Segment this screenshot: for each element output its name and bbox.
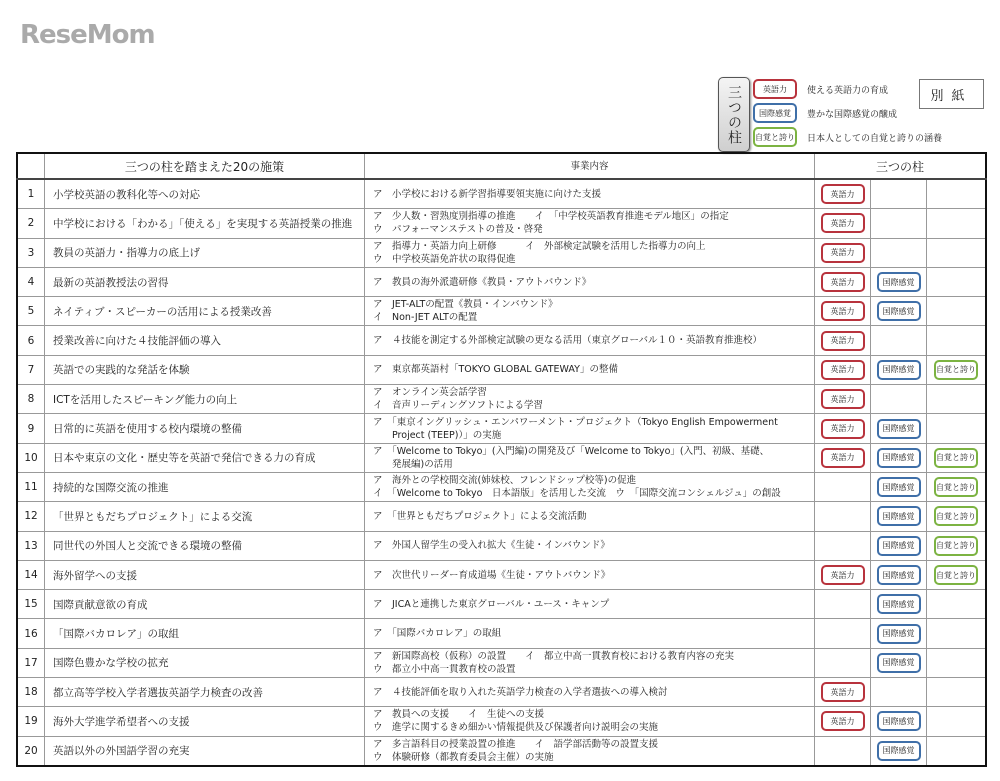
measure-content <box>365 414 815 443</box>
pillar-cell-pride <box>927 678 987 707</box>
pride-badge: 自覚と誇り <box>934 506 978 526</box>
measure-title: ICTを活用したスピーキング能力の向上 <box>45 385 365 414</box>
table-row <box>17 385 986 414</box>
international-badge: 国際感覚 <box>877 360 921 380</box>
pillar-cell-pride <box>927 648 987 677</box>
measure-title: 最新の英語教授法の習得 <box>45 267 365 296</box>
pillar-cell-pride <box>927 179 987 209</box>
pillar-cell-pride <box>927 560 987 589</box>
pillar-cell-pride <box>927 209 987 238</box>
international-badge: 国際感覚 <box>877 536 921 556</box>
content-line: ア 教員への支援 イ 生徒への支援 <box>373 709 545 721</box>
pride-badge: 自覚と誇り <box>934 477 978 497</box>
measure-title: 海外留学への支援 <box>45 560 365 589</box>
measure-title: 小学校英語の教科化等への対応 <box>45 179 365 209</box>
pride-badge: 自覚と誇り <box>934 360 978 380</box>
content-line: ア 新国際高校（仮称）の設置 イ 都立中高一貫教育校における教育内容の充実 <box>373 650 735 662</box>
measure-title: 持続的な国際交流の推進 <box>45 472 365 501</box>
english-badge: 英語力 <box>821 419 865 439</box>
content-line: ア 「東京イングリッシュ・エンパワーメント・プロジェクト（Tokyo English Empowerment <box>373 416 778 428</box>
measure-content <box>365 531 815 560</box>
legend-item-international <box>753 103 897 123</box>
international-badge: 国際感覚 <box>877 653 921 673</box>
pillar-cell-english <box>815 560 871 589</box>
pillar-cell-english <box>815 238 871 267</box>
pillar-cell-international <box>871 385 927 414</box>
header-pillars: 三つの柱 <box>815 153 987 179</box>
measure-title: 都立高等学校入学者選抜英語学力検査の改善 <box>45 678 365 707</box>
row-number: 11 <box>17 472 45 501</box>
pillar-cell-international <box>871 736 927 766</box>
row-number: 3 <box>17 238 45 267</box>
content-line: ア 「Welcome to Tokyo」(入門編)の開発及び「Welcome to Tokyo」(入門、初級、基礎、 <box>373 445 770 457</box>
row-number: 12 <box>17 502 45 531</box>
pillar-cell-english <box>815 267 871 296</box>
measure-content <box>365 472 815 501</box>
measure-title: 英語での実践的な発話を体験 <box>45 355 365 384</box>
content-line: ウ パフォーマンステストの普及・啓発 <box>373 224 543 236</box>
measure-title: 中学校における「わかる」「使える」を実現する英語授業の推進 <box>45 209 365 238</box>
row-number: 18 <box>17 678 45 707</box>
measure-title: 海外大学進学希望者への支援 <box>45 707 365 736</box>
measure-content <box>365 209 815 238</box>
measure-content <box>365 355 815 384</box>
measure-title: 日常的に英語を使用する校内環境の整備 <box>45 414 365 443</box>
content-line: ア 「世界ともだちプロジェクト」による交流活動 <box>373 510 587 522</box>
pillar-cell-pride <box>927 238 987 267</box>
pillar-cell-english <box>815 355 871 384</box>
pillar-cell-international <box>871 326 927 355</box>
measure-title: 国際貢献意欲の育成 <box>45 590 365 619</box>
measure-content <box>365 619 815 648</box>
content-line: ア オンライン英会話学習 <box>373 387 487 399</box>
international-badge: 国際感覚 <box>877 624 921 644</box>
table-row <box>17 531 986 560</box>
english-badge: 英語力 <box>821 711 865 731</box>
english-badge: 英語力 <box>821 331 865 351</box>
pride-badge: 自覚と誇り <box>934 448 978 468</box>
pillar-cell-international <box>871 560 927 589</box>
row-number: 19 <box>17 707 45 736</box>
header-measures: 三つの柱を踏まえた20の施策 <box>45 153 365 179</box>
pillar-cell-pride <box>927 707 987 736</box>
row-number: 2 <box>17 209 45 238</box>
pillar-cell-pride <box>927 385 987 414</box>
table-body <box>17 179 986 766</box>
content-line: ア 多言語科目の授業設置の推進 イ 語学部活動等の設置支援 <box>373 738 659 750</box>
header-content: 事業内容 <box>365 153 815 179</box>
pillar-cell-international <box>871 531 927 560</box>
table-row <box>17 267 986 296</box>
international-badge: 国際感覚 <box>877 477 921 497</box>
measure-title: 同世代の外国人と交流できる環境の整備 <box>45 531 365 560</box>
header-num <box>17 153 45 179</box>
content-line: ウ 中学校英語免許状の取得促進 <box>373 253 516 265</box>
table-row <box>17 414 986 443</box>
measure-title: 「世界ともだちプロジェクト」による交流 <box>45 502 365 531</box>
legend-title: 三つの柱 <box>718 77 750 152</box>
pillar-cell-pride <box>927 619 987 648</box>
pillar-cell-english <box>815 443 871 472</box>
legend-desc: 使える英語力の育成 <box>807 85 889 96</box>
english-badge: 英語力 <box>821 389 865 409</box>
measure-title: 「国際バカロレア」の取組 <box>45 619 365 648</box>
content-line: ア JET-ALTの配置《教員・インバウンド》 <box>373 299 558 311</box>
content-line: イ Non-JET ALTの配置 <box>373 312 478 324</box>
pillar-cell-pride <box>927 267 987 296</box>
legend-item-pride <box>753 127 942 147</box>
pillar-cell-international <box>871 707 927 736</box>
table-row <box>17 179 986 209</box>
measure-content <box>365 179 815 209</box>
english-badge: 英語力 <box>821 360 865 380</box>
pillar-cell-international <box>871 590 927 619</box>
content-line: ア 教員の海外派遣研修《教員・アウトバウンド》 <box>373 276 592 288</box>
pillar-cell-pride <box>927 414 987 443</box>
pillar-cell-international <box>871 238 927 267</box>
table-row <box>17 707 986 736</box>
measure-content <box>365 560 815 589</box>
pillar-cell-english <box>815 472 871 501</box>
pillar-cell-pride <box>927 443 987 472</box>
english-badge: 英語力 <box>753 79 797 99</box>
pride-badge: 自覚と誇り <box>753 127 797 147</box>
pillar-cell-english <box>815 619 871 648</box>
content-line: ア ４技能評価を取り入れた英語学力検査の入学者選抜への導入検討 <box>373 686 668 698</box>
pillar-cell-international <box>871 678 927 707</box>
measure-content <box>365 736 815 766</box>
content-line: イ 音声リーディングソフトによる学習 <box>373 400 544 412</box>
pillar-cell-international <box>871 502 927 531</box>
content-line: ア JICAと連携した東京グローバル・ユース・キャンプ <box>373 598 610 610</box>
row-number: 8 <box>17 385 45 414</box>
row-number: 7 <box>17 355 45 384</box>
content-line: ア 次世代リーダー育成道場《生徒・アウトバウンド》 <box>373 569 611 581</box>
content-line: ア ４技能を測定する外部検定試験の更なる活用（東京グローバル１０・英語教育推進校） <box>373 335 763 347</box>
pillar-cell-international <box>871 472 927 501</box>
pillar-cell-english <box>815 707 871 736</box>
pillar-cell-international <box>871 414 927 443</box>
pillar-cell-english <box>815 414 871 443</box>
international-badge: 国際感覚 <box>877 301 921 321</box>
english-badge: 英語力 <box>821 213 865 233</box>
row-number: 1 <box>17 179 45 209</box>
pillar-cell-pride <box>927 355 987 384</box>
pillar-cell-pride <box>927 297 987 326</box>
pillar-cell-pride <box>927 502 987 531</box>
measure-title: 日本や東京の文化・歴史等を英語で発信できる力の育成 <box>45 443 365 472</box>
pillar-cell-pride <box>927 531 987 560</box>
row-number: 9 <box>17 414 45 443</box>
row-number: 6 <box>17 326 45 355</box>
table-row <box>17 502 986 531</box>
content-line: ウ 進学に関するきめ細かい情報提供及び保護者向け説明会の実施 <box>373 722 659 734</box>
legend-desc: 豊かな国際感覚の醸成 <box>807 109 898 120</box>
table-row <box>17 326 986 355</box>
pillar-cell-international <box>871 619 927 648</box>
english-badge: 英語力 <box>821 184 865 204</box>
pride-badge: 自覚と誇り <box>934 536 978 556</box>
table-row <box>17 648 986 677</box>
pillar-cell-pride <box>927 326 987 355</box>
international-badge: 国際感覚 <box>877 506 921 526</box>
international-badge: 国際感覚 <box>877 594 921 614</box>
pillar-cell-international <box>871 209 927 238</box>
pillar-cell-english <box>815 502 871 531</box>
measure-content <box>365 297 815 326</box>
measure-content <box>365 238 815 267</box>
measure-content <box>365 707 815 736</box>
pillar-cell-international <box>871 355 927 384</box>
content-line: ア 東京都英語村「TOKYO GLOBAL GATEWAY」の整備 <box>373 364 618 376</box>
measure-title: 国際色豊かな学校の拡充 <box>45 648 365 677</box>
pillar-cell-pride <box>927 590 987 619</box>
table-row <box>17 355 986 384</box>
table-row <box>17 209 986 238</box>
content-line: ア 海外との学校間交流(姉妹校、フレンドシップ校等)の促進 <box>373 475 637 487</box>
pillar-cell-international <box>871 297 927 326</box>
table-header-row <box>17 153 986 179</box>
pride-badge: 自覚と誇り <box>934 565 978 585</box>
english-badge: 英語力 <box>821 272 865 292</box>
table-row <box>17 736 986 766</box>
content-line: ア 「国際バカロレア」の取組 <box>373 628 502 640</box>
pillar-cell-english <box>815 297 871 326</box>
pillar-cell-english <box>815 385 871 414</box>
pillar-cell-english <box>815 736 871 766</box>
content-line: ア 指導力・英語力向上研修 イ 外部検定試験を活用した指導力の向上 <box>373 240 706 252</box>
measure-content <box>365 502 815 531</box>
measure-content <box>365 443 815 472</box>
pillar-cell-english <box>815 179 871 209</box>
measure-content <box>365 385 815 414</box>
pillar-cell-pride <box>927 736 987 766</box>
table-row <box>17 238 986 267</box>
row-number: 15 <box>17 590 45 619</box>
row-number: 10 <box>17 443 45 472</box>
measure-content <box>365 590 815 619</box>
english-badge: 英語力 <box>821 301 865 321</box>
content-line: イ 「Welcome to Tokyo 日本語版」を活用した交流 ウ 「国際交流コンシェルジュ」の創設 <box>373 488 781 500</box>
content-line: ウ 都立小中高一貫教育校の設置 <box>373 663 516 675</box>
international-badge: 国際感覚 <box>877 711 921 731</box>
pillar-cell-english <box>815 326 871 355</box>
row-number: 20 <box>17 736 45 766</box>
english-badge: 英語力 <box>821 565 865 585</box>
english-badge: 英語力 <box>821 682 865 702</box>
row-number: 16 <box>17 619 45 648</box>
content-line: Project (TEEP)）」の実施 <box>373 429 502 441</box>
table-row <box>17 560 986 589</box>
pillar-cell-international <box>871 267 927 296</box>
content-line: 発展編)の活用 <box>373 458 453 470</box>
watermark-logo: ReseMom <box>20 20 155 50</box>
international-badge: 国際感覚 <box>877 565 921 585</box>
row-number: 14 <box>17 560 45 589</box>
measure-title: 英語以外の外国語学習の充実 <box>45 736 365 766</box>
international-badge: 国際感覚 <box>877 272 921 292</box>
international-badge: 国際感覚 <box>877 419 921 439</box>
content-line: ウ 体験研修（都教育委員会主催）の実施 <box>373 751 554 763</box>
pillar-cell-international <box>871 179 927 209</box>
legend-item-english <box>753 79 888 99</box>
english-badge: 英語力 <box>821 448 865 468</box>
pillar-cell-english <box>815 209 871 238</box>
legend-desc: 日本人としての自覚と誇りの涵養 <box>807 133 943 144</box>
international-badge: 国際感覚 <box>877 741 921 761</box>
measure-content <box>365 678 815 707</box>
pillar-cell-english <box>815 648 871 677</box>
pillar-cell-english <box>815 531 871 560</box>
english-badge: 英語力 <box>821 243 865 263</box>
table-row <box>17 297 986 326</box>
row-number: 13 <box>17 531 45 560</box>
pillar-cell-pride <box>927 472 987 501</box>
pillar-cell-international <box>871 648 927 677</box>
row-number: 4 <box>17 267 45 296</box>
content-line: ア 小学校における新学習指導要領実施に向けた支援 <box>373 188 602 200</box>
measures-table <box>16 152 987 767</box>
measure-title: 授業改善に向けた４技能評価の導入 <box>45 326 365 355</box>
row-number: 5 <box>17 297 45 326</box>
content-line: ア 少人数・習熟度別指導の推進 イ 「中学校英語教育推進モデル地区」の指定 <box>373 211 729 223</box>
pillar-cell-international <box>871 443 927 472</box>
international-badge: 国際感覚 <box>877 448 921 468</box>
measure-title: ネイティブ・スピーカーの活用による授業改善 <box>45 297 365 326</box>
table-row <box>17 443 986 472</box>
international-badge: 国際感覚 <box>753 103 797 123</box>
table-row <box>17 590 986 619</box>
table-row <box>17 619 986 648</box>
attachment-label: 別紙 <box>919 79 984 109</box>
table-row <box>17 472 986 501</box>
pillar-cell-english <box>815 590 871 619</box>
measure-content <box>365 267 815 296</box>
measure-content <box>365 326 815 355</box>
measure-content <box>365 648 815 677</box>
pillar-cell-english <box>815 678 871 707</box>
table-row <box>17 678 986 707</box>
content-line: ア 外国人留学生の受入れ拡大《生徒・インバウンド》 <box>373 540 610 552</box>
row-number: 17 <box>17 648 45 677</box>
measure-title: 教員の英語力・指導力の底上げ <box>45 238 365 267</box>
